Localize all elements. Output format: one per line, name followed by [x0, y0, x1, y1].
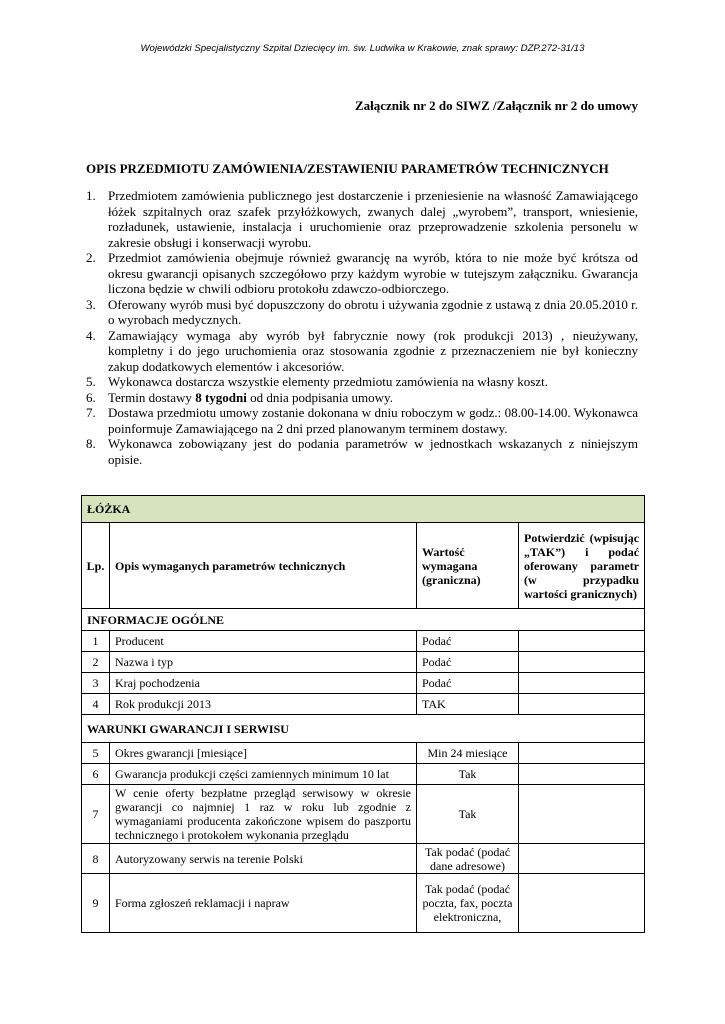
row-confirm-cell[interactable]: [519, 673, 645, 694]
table-row: [82, 673, 645, 694]
term-number: 4.: [86, 327, 96, 343]
row-description: Forma zgłoszeń reklamacji i napraw: [110, 874, 417, 933]
row-required-value: Tak podać (podać dane adresowe): [417, 844, 519, 874]
table-row: [82, 874, 645, 933]
term-number: 5.: [86, 374, 96, 389]
column-header-confirm: Potwierdzić (wpisując „TAK”) i podać oferowany parametr (w przypadku wartości granicznych): [519, 523, 645, 609]
term-text: Dostawa przedmiotu umowy zostanie dokonana w dniu roboczym w godz.: 08.00-14.00. Wykonawca poinformuje Zamawiającego na 2 dni przed planowanym terminem dostawy.: [108, 405, 638, 436]
term-item: [86, 328, 638, 375]
row-description: Kraj pochodzenia: [110, 673, 417, 694]
section-row-warranty: [82, 715, 645, 743]
row-description: Autoryzowany serwis na terenie Polski: [110, 844, 417, 874]
row-required-value: Min 24 miesiące: [417, 743, 519, 764]
term-item: [86, 390, 638, 406]
row-required-value: Tak: [417, 785, 519, 844]
term-item: [86, 297, 638, 328]
row-description: Producent: [110, 631, 417, 652]
row-description: Rok produkcji 2013: [110, 694, 417, 715]
row-number: 3: [82, 673, 110, 694]
row-description: W cenie oferty bezpłatne przegląd serwisowy w okresie gwarancji co najmniej 1 raz w roku lub zgodnie z wymaganiami producenta zakończone wpisem do paszportu technicznego i protokołem wykonania przeglądu: [110, 785, 417, 844]
term-item: [86, 405, 638, 436]
attachment-label: Załącznik nr 2 do SIWZ /Załącznik nr 2 do umowy: [354, 98, 638, 113]
terms-list: [86, 188, 638, 467]
row-confirm-cell[interactable]: [519, 785, 645, 844]
row-required-value: Tak podać (podać poczta, fax, poczta elektroniczna,: [417, 874, 519, 933]
row-number: 2: [82, 652, 110, 673]
term-item: [86, 250, 638, 297]
delivery-time-emphasis: 8 tygodni: [195, 389, 247, 405]
row-number: 9: [82, 874, 110, 933]
row-required-value: Tak: [417, 764, 519, 785]
term-number: 7.: [86, 405, 96, 420]
table-row: [82, 764, 645, 785]
row-number: 1: [82, 631, 110, 652]
term-text: Oferowany wyrób musi być dopuszczony do obrotu i używania zgodnie z ustawą z dnia 20.05.2010 r. o wyrobach medycznych.: [108, 296, 638, 327]
beds-spec-table: [81, 495, 645, 933]
section-title: INFORMACJE OGÓLNE: [82, 609, 645, 631]
section-title: WARUNKI GWARANCJI I SERWISU: [82, 715, 645, 743]
term-number: 3.: [86, 296, 96, 312]
row-confirm-cell[interactable]: [519, 874, 645, 933]
term-number: 1.: [86, 188, 96, 203]
row-required-value: TAK: [417, 694, 519, 715]
row-confirm-cell[interactable]: [519, 743, 645, 764]
table-row: [82, 694, 645, 715]
term-text: Przedmiotem zamówienia publicznego jest dostarczenie i przeniesienie na własność Zamawiającego łóżek szpitalnych oraz szafek przyłóżkowych, zwanych dalej „wyrobem”, transport, wniesienie, rozładunek, ustawienie, instalacja i uruchomienie oraz przeprowadzenie szkolenia personelu w zakresie obsługi i konserwacji wyrobu.: [108, 188, 638, 250]
row-description: Nazwa i typ: [110, 652, 417, 673]
row-required-value: Podać: [417, 652, 519, 673]
section-row-general: [82, 609, 645, 631]
term-text-after: od dnia podpisania umowy.: [246, 389, 393, 405]
table-row: [82, 652, 645, 673]
table-row: [82, 631, 645, 652]
term-text: Zamawiający wymaga aby wyrób był fabrycznie nowy (rok produkcji 2013) , nieużywany, kompletny i do jego uruchomienia oraz stosowania zgodnie z przeznaczeniem nie był konieczny zakup dodatkowych elementów i akcesoriów.: [108, 327, 638, 374]
table-heading: ŁÓŻKA: [82, 496, 645, 523]
row-number: 8: [82, 844, 110, 874]
term-text: Wykonawca zobowiązany jest do podania parametrów w jednostkach wskazanych z niniejszym opisie.: [108, 436, 638, 467]
table-heading-row: [82, 496, 645, 523]
table-row: [82, 743, 645, 764]
row-confirm-cell[interactable]: [519, 844, 645, 874]
row-confirm-cell[interactable]: [519, 694, 645, 715]
document-title: OPIS PRZEDMIOTU ZAMÓWIENIA/ZESTAWIENIU PARAMETRÓW TECHNICZNYCH: [86, 161, 609, 176]
term-number: 2.: [86, 250, 96, 265]
table-row: [82, 844, 645, 874]
term-text-before: Termin dostawy: [108, 389, 196, 405]
term-number: 6.: [86, 389, 96, 405]
term-number: 8.: [86, 436, 96, 451]
term-item: [86, 374, 638, 390]
term-item: [86, 436, 638, 467]
document-header-note: Wojewódzki Specjalistyczny Szpital Dziecięcy im. św. Ludwika w Krakowie, znak sprawy: DZP.272-31/13: [140, 43, 585, 54]
table-header-row: [82, 523, 645, 609]
row-number: 5: [82, 743, 110, 764]
row-required-value: Podać: [417, 631, 519, 652]
term-text: Wykonawca dostarcza wszystkie elementy przedmiotu zamówienia na własny koszt.: [108, 374, 548, 389]
table-row: [82, 785, 645, 844]
column-header-required-value: Wartość wymagana (graniczna): [417, 523, 519, 609]
row-number: 7: [82, 785, 110, 844]
row-confirm-cell[interactable]: [519, 652, 645, 673]
row-confirm-cell[interactable]: [519, 631, 645, 652]
row-confirm-cell[interactable]: [519, 764, 645, 785]
row-required-value: Podać: [417, 673, 519, 694]
term-item: [86, 188, 638, 250]
row-description: Okres gwarancji [miesiące]: [110, 743, 417, 764]
term-text: Przedmiot zamówienia obejmuje również gwarancję na wyrób, która to nie może być krótsza od okresu gwarancji opisanych szczegółowo przy każdym wyrobie w tutejszym załączniku. Gwarancja liczona będzie w chwili odbioru protokołu zdawczo-odbiorczego.: [108, 250, 638, 296]
row-number: 4: [82, 694, 110, 715]
row-number: 6: [82, 764, 110, 785]
column-header-description: Opis wymaganych parametrów technicznych: [110, 523, 417, 609]
column-header-lp: Lp.: [82, 523, 110, 609]
row-description: Gwarancja produkcji części zamiennych minimum 10 lat: [110, 764, 417, 785]
